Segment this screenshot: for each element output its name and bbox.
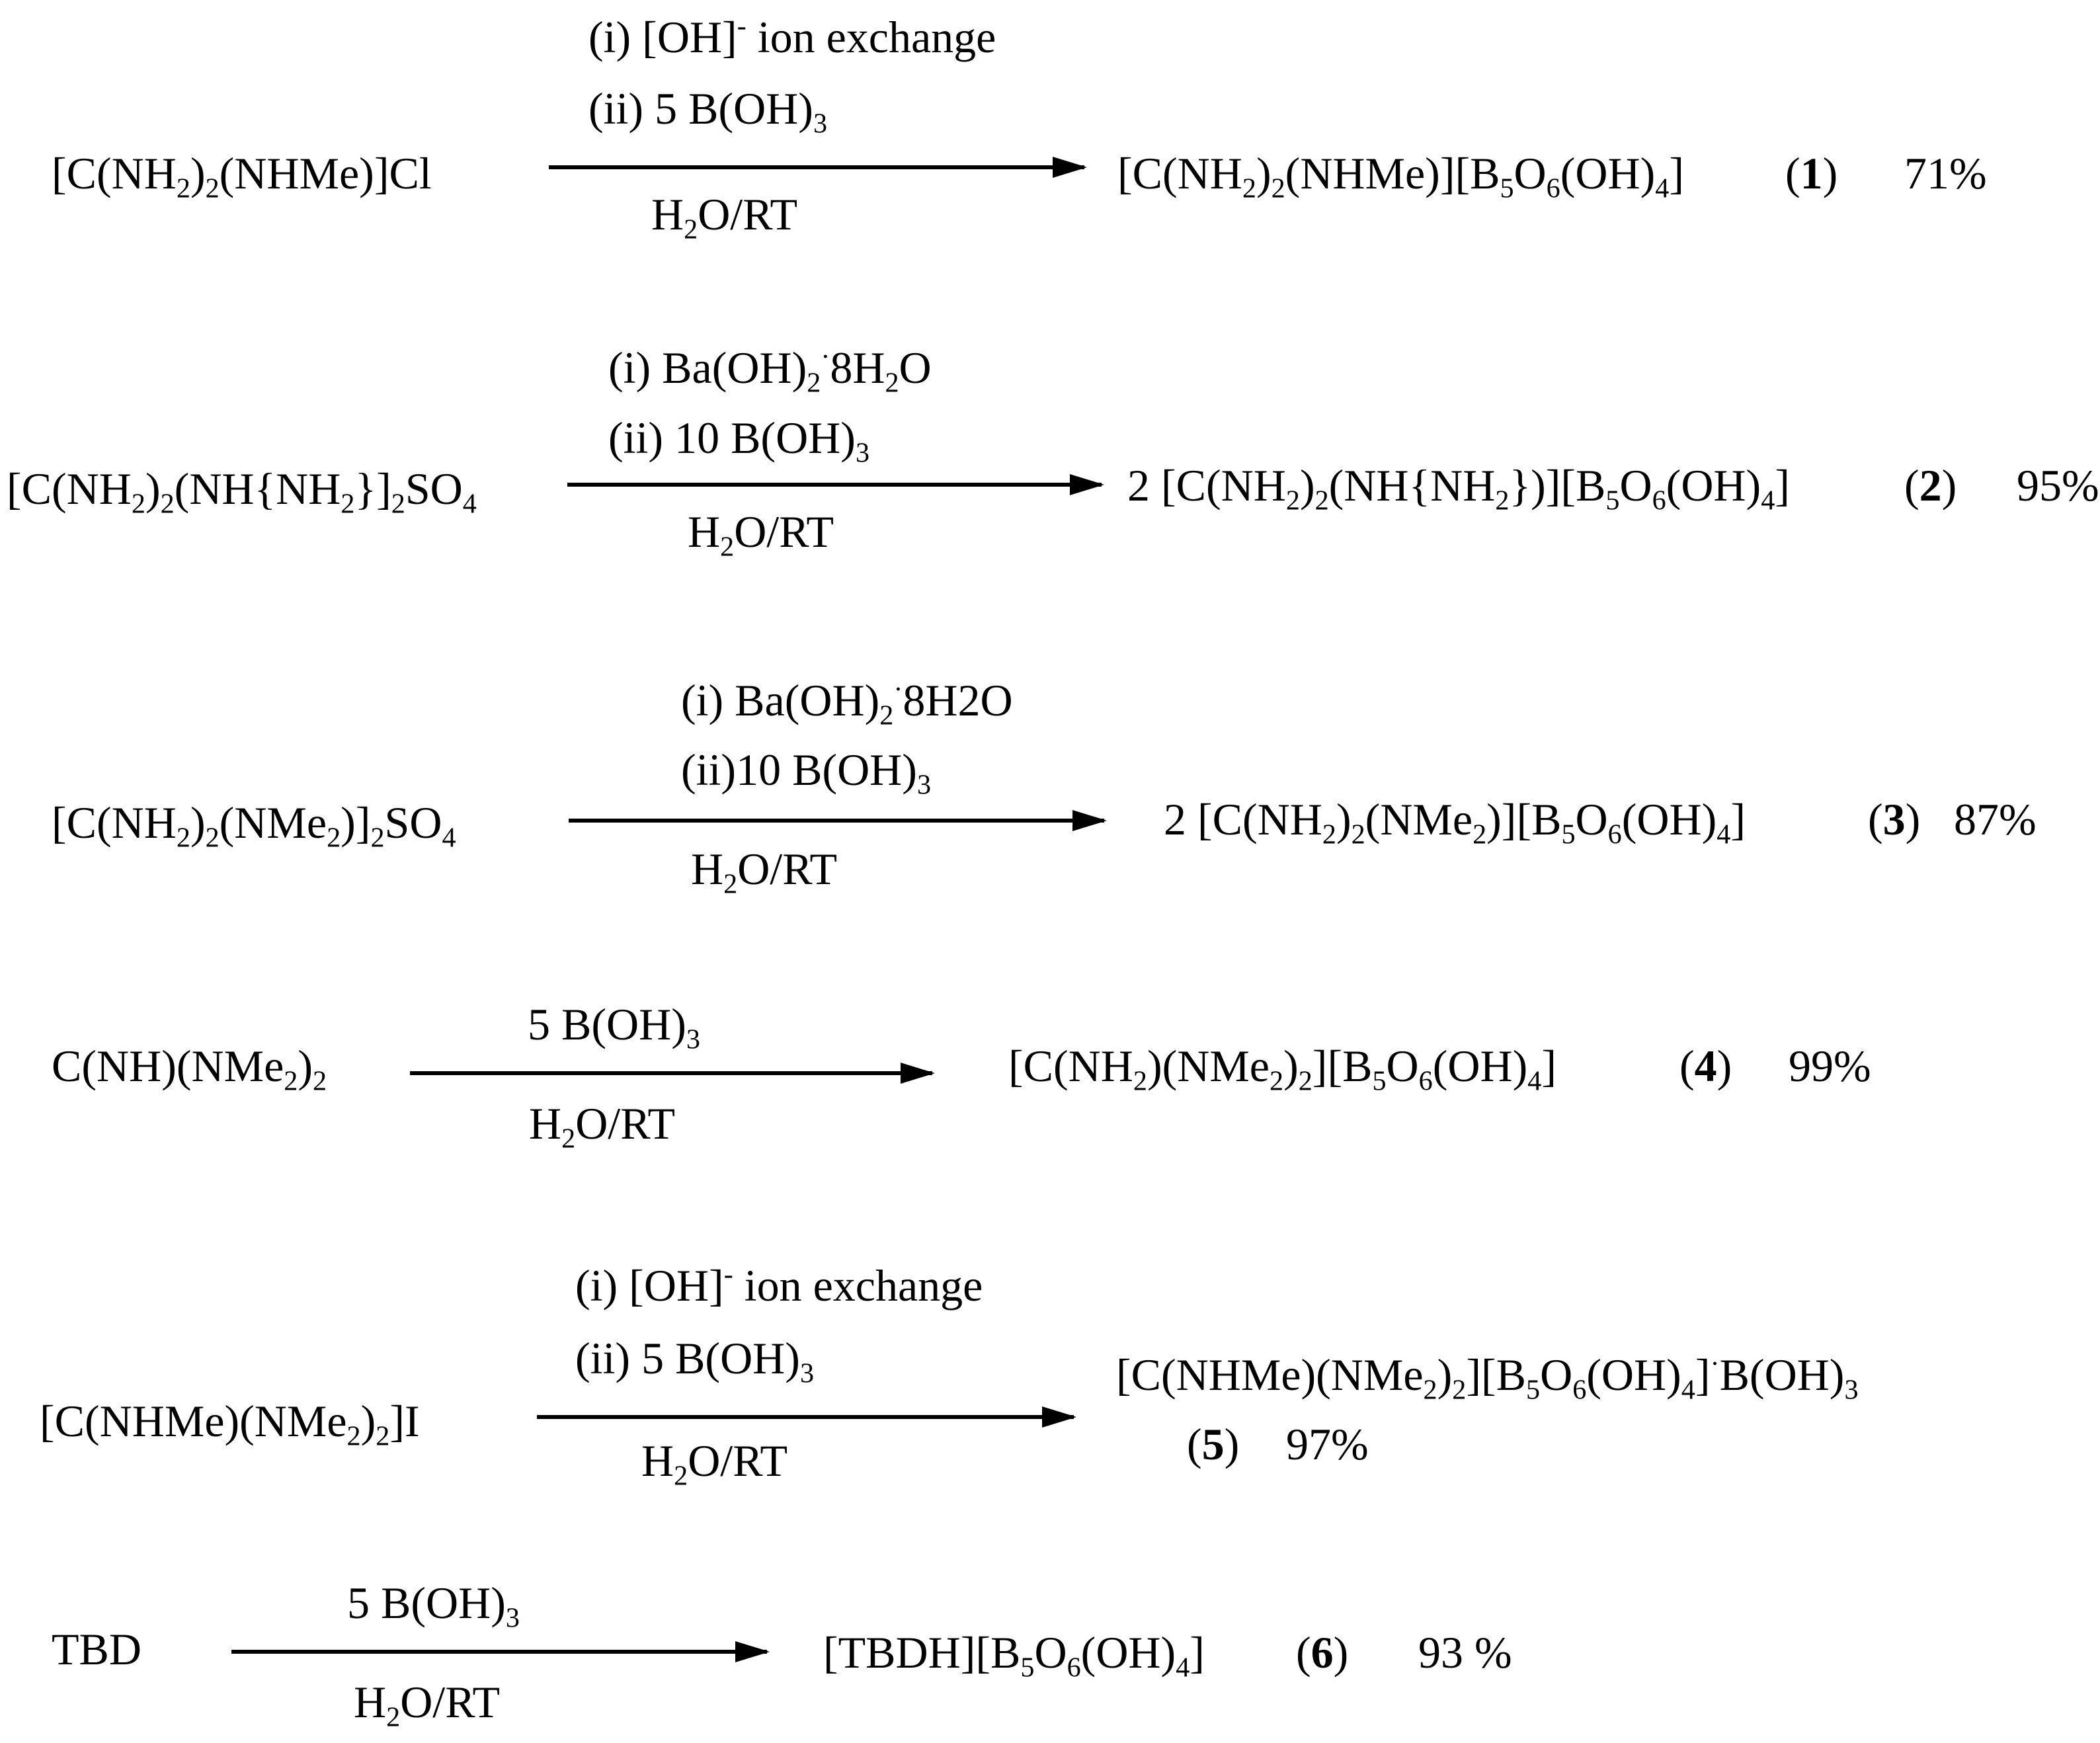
- reaction-conditions: $H_2O/RT$: [529, 1098, 675, 1155]
- reactant: $[C(NH_2)_2(NHMe)]Cl$: [52, 148, 432, 204]
- compound-label: (2): [1904, 460, 1957, 510]
- reaction-arrow: [569, 819, 1104, 823]
- yield-value: 87%: [1954, 794, 2037, 844]
- reactant: $C(NH)(NMe_2)_2$: [52, 1041, 327, 1097]
- reagent-step-2: (ii) 5 $B(OH)_3$: [588, 83, 828, 140]
- reagent-step-2: (ii) 10 $B(OH)_3$: [608, 413, 870, 469]
- reagent-step-1: 5 $B(OH)_3$: [528, 999, 700, 1055]
- reaction-conditions: $H_2O/RT$: [651, 189, 797, 245]
- reagent-step-1: (i) $Ba(OH)_2^\cdot 8H_2O$: [608, 341, 932, 399]
- reactant: $[C(NH_2)_2(NMe_2)]_2SO_4$: [52, 797, 456, 854]
- reaction-conditions: $H_2O/RT$: [691, 844, 837, 900]
- compound-label: (6): [1296, 1627, 1349, 1678]
- reagent-step-1: (i) [OH]- ion exchange: [588, 10, 996, 62]
- product: 2 $[C(NH_2)_2(NH\{NH_2\})][B_5O_6(OH)_4]$: [1127, 460, 1790, 516]
- compound-label: (1): [1785, 148, 1838, 198]
- reaction-arrow: [231, 1650, 767, 1654]
- reaction-conditions: $H_2O/RT$: [641, 1436, 788, 1492]
- reagent-step-2: (ii) 5 $B(OH)_3$: [575, 1333, 815, 1389]
- compound-label: (4): [1679, 1041, 1732, 1091]
- reaction-arrow: [549, 165, 1084, 169]
- reaction-arrow: [410, 1071, 932, 1075]
- product: 2 $[C(NH_2)_2(NMe_2)][B_5O_6(OH)_4]$: [1164, 794, 1746, 850]
- reactant: [$C(NH_2)_2(NH\{NH_2\}]_2SO_4$: [7, 464, 477, 520]
- product: $[C(NH_2)(NMe_2)_2][B_5O_6(OH)_4]$: [1008, 1041, 1556, 1097]
- yield-value: 97%: [1286, 1419, 1369, 1469]
- reagent-step-1: 5 $B(OH)_3$: [347, 1578, 520, 1634]
- product: $[TBDH][B_5O_6(OH)_4]$: [823, 1627, 1205, 1683]
- yield-value: 99%: [1789, 1041, 1871, 1091]
- compound-label: (3): [1868, 794, 1921, 844]
- reaction-conditions: $H_2O/RT$: [354, 1677, 500, 1733]
- yield-value: 95%: [2017, 460, 2099, 510]
- product: $[C(NHMe)(NMe_2)_2][B_5O_6(OH)_4]^\cdot B(OH)_3$: [1116, 1348, 1859, 1406]
- reaction-conditions: $H_2O/RT$: [688, 507, 834, 563]
- yield-value: 93 %: [1418, 1627, 1512, 1678]
- reaction-arrow: [567, 483, 1102, 487]
- product: $[C(NH_2)_2(NHMe)][B_5O_6(OH)_4]$: [1117, 148, 1684, 204]
- reactant: $[C(NHMe)(NMe_2)_2]I$: [40, 1396, 420, 1452]
- reagent-step-2: (ii)10 $B(OH)_3$: [681, 745, 932, 801]
- reaction-arrow: [537, 1415, 1074, 1419]
- reagent-step-1: (i) $Ba(OH)_2^\cdot 8H2O$: [681, 673, 1013, 731]
- compound-label: (5): [1187, 1419, 1240, 1469]
- reactant: TBD: [52, 1624, 141, 1674]
- reagent-step-1: (i) [OH]- ion exchange: [575, 1258, 983, 1311]
- yield-value: 71%: [1904, 148, 1987, 198]
